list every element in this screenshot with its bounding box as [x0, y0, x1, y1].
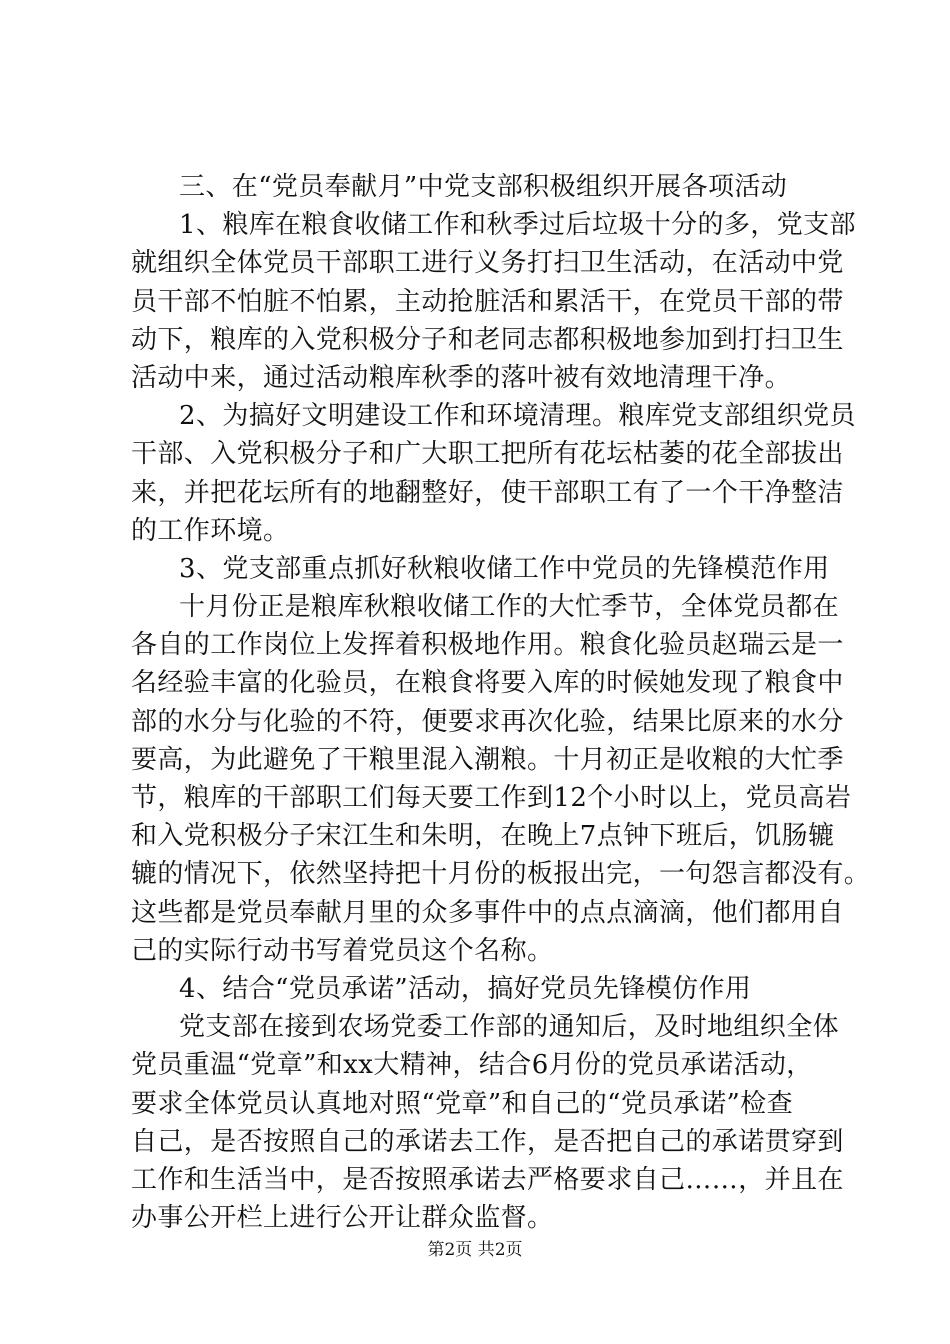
paragraph-3-line: 和入党积极分子宋江生和朱明，在晚上7点钟下班后，饥肠辘: [131, 821, 835, 852]
paragraph-3-line: 节，粮库的干部职工们每天要工作到12个小时以上，党员高岩: [131, 783, 852, 813]
paragraph-3-line: 辘的情况下，依然坚持把十月份的板报出完，一句怨言都没有。: [131, 859, 871, 890]
page-number-footer: 第2页 共2页: [427, 1240, 523, 1260]
paragraph-4-line: 工作和生活当中，是否按照承诺去严格要求自己……，并且在: [131, 1164, 844, 1195]
paragraph-2-line: 2、为搞好文明建设工作和环境清理。粮库党支部组织党员: [179, 401, 856, 432]
paragraph-3-line: 部的水分与化验的不符，便要求再次化验，结果比原来的水分: [131, 706, 844, 737]
subheading-3: 3、党支部重点抓好秋粮收储工作中党员的先锋模范作用: [179, 553, 830, 584]
subheading-4: 4、结合“党员承诺”活动，搞好党员先锋模仿作用: [179, 973, 752, 1004]
paragraph-1-line: 1、粮库在粮食收储工作和秋季过后垃圾十分的多，党支部: [179, 210, 856, 241]
paragraph-3-line: 十月份正是粮库秋粮收储工作的大忙季节，全体党员都在: [179, 592, 840, 623]
paragraph-2-line: 的工作环境。: [131, 515, 290, 546]
paragraph-4-line: 要求全体党员认真地对照“党章”和自己的“党员承诺”检查: [131, 1088, 793, 1119]
paragraph-3-line: 要高，为此避免了干粮里混入潮粮。十月初正是收粮的大忙季: [131, 744, 844, 775]
paragraph-3-line: 名经验丰富的化验员，在粮食将要入库的时候她发现了粮食中: [131, 668, 844, 699]
paragraph-4-line: 党员重温“党章”和xx大精神，结合6月份的党员承诺活动，: [131, 1050, 813, 1081]
paragraph-3-line: 己的实际行动书写着党员这个名称。: [131, 935, 554, 966]
paragraph-2-line: 干部、入党积极分子和广大职工把所有花坛枯萎的花全部拔出: [131, 439, 844, 470]
paragraph-4-line: 党支部在接到农场党委工作部的通知后，及时地组织全体: [179, 1012, 840, 1043]
paragraph-3-line: 各自的工作岗位上发挥着积极地作用。粮食化验员赵瑞云是一: [131, 630, 844, 661]
document-body: [131, 168, 871, 1237]
paragraph-4-line: 自己，是否按照自己的承诺去工作，是否把自己的承诺贯穿到: [131, 1126, 844, 1157]
paragraph-4-line: 办事公开栏上进行公开让群众监督。: [131, 1203, 554, 1234]
paragraph-1-line: 员干部不怕脏不怕累，主动抢脏活和累活干，在党员干部的带: [131, 286, 844, 317]
section-heading: 三、在“党员奉献月”中党支部积极组织开展各项活动: [179, 172, 788, 202]
paragraph-1-line: 活动中来，通过活动粮库秋季的落叶被有效地清理干净。: [131, 362, 792, 393]
paragraph-1-line: 动下，粮库的入党积极分子和老同志都积极地参加到打扫卫生: [131, 324, 844, 355]
paragraph-2-line: 来，并把花坛所有的地翻整好，使干部职工有了一个干净整洁: [131, 477, 844, 508]
paragraph-1-line: 就组织全体党员干部职工进行义务打扫卫生活动，在活动中党: [131, 248, 844, 279]
paragraph-3-line: 这些都是党员奉献月里的众多事件中的点点滴滴，他们都用自: [131, 897, 844, 928]
